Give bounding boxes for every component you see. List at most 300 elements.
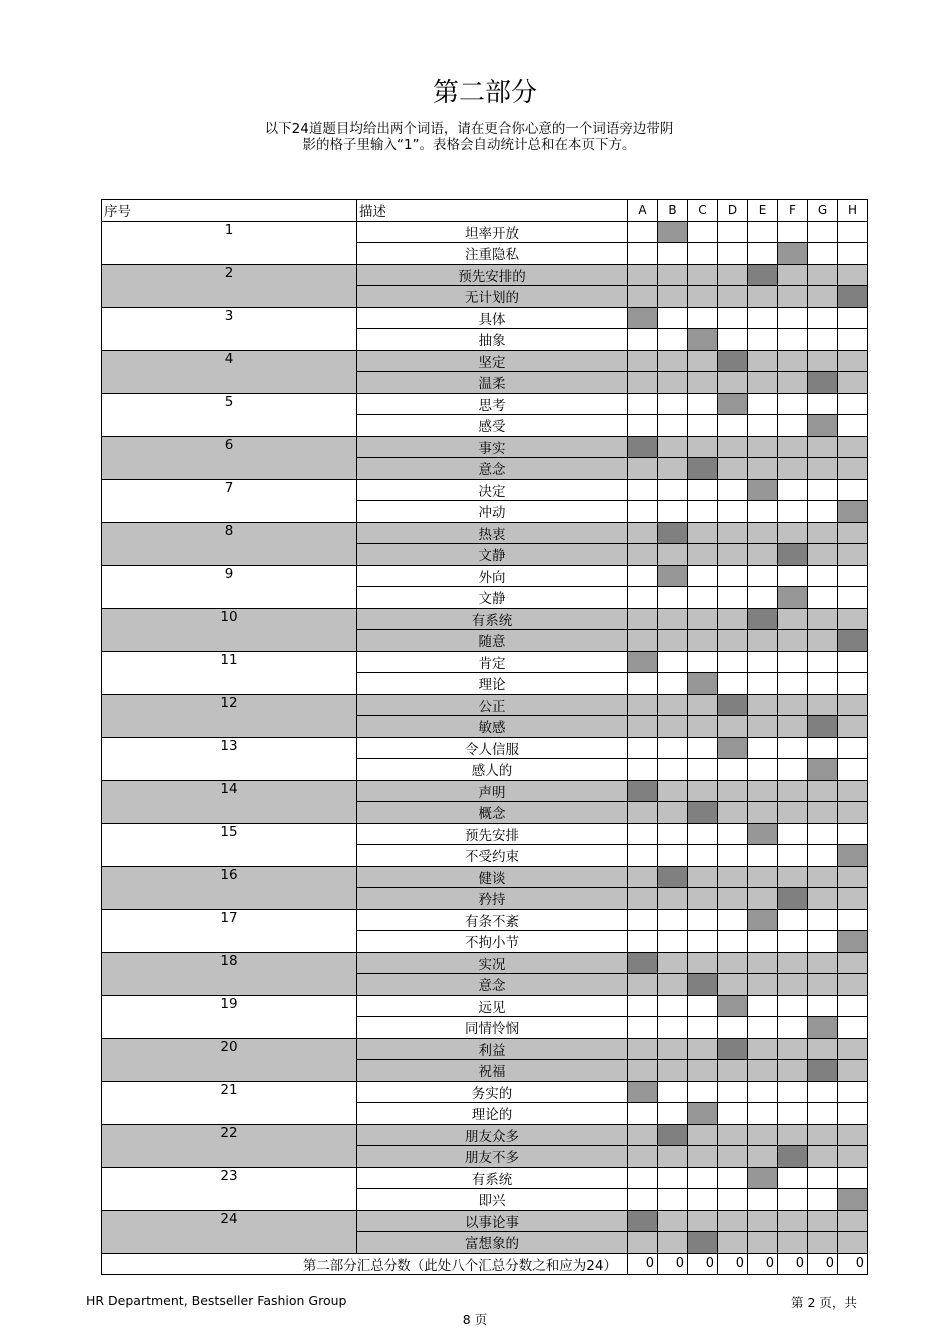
- answer-input-cell[interactable]: [628, 307, 658, 329]
- option-word: 令人信服: [357, 737, 628, 759]
- option-word: 敏感: [357, 716, 628, 738]
- answer-cell: [718, 1189, 748, 1211]
- answer-input-cell[interactable]: [628, 436, 658, 458]
- answer-cell: [688, 995, 718, 1017]
- table-row: [102, 565, 868, 587]
- answer-cell: [718, 243, 748, 265]
- answer-input-cell[interactable]: [718, 737, 748, 759]
- answer-cell: [748, 1189, 778, 1211]
- answer-cell: [808, 888, 838, 910]
- answer-input-cell[interactable]: [748, 264, 778, 286]
- answer-cell: [808, 630, 838, 652]
- option-word: 文静: [357, 587, 628, 609]
- answer-cell: [628, 1103, 658, 1125]
- answer-input-cell[interactable]: [778, 587, 808, 609]
- answer-cell: [838, 479, 868, 501]
- header-letter-d: D: [718, 200, 748, 222]
- question-number: 16: [102, 866, 357, 909]
- question-number: 24: [102, 1210, 357, 1253]
- answer-cell: [748, 286, 778, 308]
- answer-cell: [658, 1146, 688, 1168]
- option-word: 朋友众多: [357, 1124, 628, 1146]
- answer-input-cell[interactable]: [688, 1232, 718, 1254]
- answer-cell: [838, 415, 868, 437]
- answer-cell: [658, 1060, 688, 1082]
- answer-cell: [778, 694, 808, 716]
- answer-input-cell[interactable]: [658, 221, 688, 243]
- answer-cell: [808, 995, 838, 1017]
- answer-cell: [688, 630, 718, 652]
- answer-cell: [778, 221, 808, 243]
- question-number: 7: [102, 479, 357, 522]
- answer-cell: [808, 866, 838, 888]
- answer-cell: [688, 1124, 718, 1146]
- answer-input-cell[interactable]: [838, 931, 868, 953]
- footer-department: HR Department, Bestseller Fashion Group: [86, 1293, 347, 1308]
- answer-cell: [688, 608, 718, 630]
- answer-cell: [838, 1060, 868, 1082]
- answer-cell: [778, 931, 808, 953]
- answer-input-cell[interactable]: [748, 608, 778, 630]
- answer-cell: [658, 350, 688, 372]
- answer-cell: [748, 931, 778, 953]
- answer-input-cell[interactable]: [658, 1124, 688, 1146]
- answer-cell: [748, 436, 778, 458]
- answer-cell: [718, 823, 748, 845]
- answer-cell: [658, 1189, 688, 1211]
- answer-cell: [778, 1210, 808, 1232]
- answer-cell: [688, 479, 718, 501]
- answer-input-cell[interactable]: [688, 673, 718, 695]
- answer-cell: [658, 1081, 688, 1103]
- answer-cell: [688, 286, 718, 308]
- answer-cell: [688, 1060, 718, 1082]
- table-row: [102, 694, 868, 716]
- answer-cell: [808, 522, 838, 544]
- answer-cell: [838, 372, 868, 394]
- option-word: 随意: [357, 630, 628, 652]
- table-row: [102, 866, 868, 888]
- answer-cell: [718, 845, 748, 867]
- answer-cell: [658, 307, 688, 329]
- answer-cell: [838, 565, 868, 587]
- option-word: 具体: [357, 307, 628, 329]
- answer-cell: [748, 243, 778, 265]
- option-word: 朋友不多: [357, 1146, 628, 1168]
- answer-cell: [748, 1103, 778, 1125]
- answer-input-cell[interactable]: [628, 780, 658, 802]
- option-word: 感受: [357, 415, 628, 437]
- answer-input-cell[interactable]: [628, 952, 658, 974]
- answer-input-cell[interactable]: [808, 372, 838, 394]
- answer-cell: [658, 1167, 688, 1189]
- table-row: [102, 737, 868, 759]
- answer-cell: [838, 1081, 868, 1103]
- option-word: 意念: [357, 458, 628, 480]
- answer-cell: [808, 1124, 838, 1146]
- answer-cell: [688, 888, 718, 910]
- answer-input-cell[interactable]: [628, 651, 658, 673]
- answer-cell: [808, 436, 838, 458]
- answer-cell: [688, 243, 718, 265]
- answer-cell: [778, 479, 808, 501]
- option-word: 意念: [357, 974, 628, 996]
- option-word: 声明: [357, 780, 628, 802]
- answer-cell: [628, 866, 658, 888]
- answer-cell: [778, 522, 808, 544]
- table-row: [102, 436, 868, 458]
- answer-cell: [778, 286, 808, 308]
- answer-cell: [688, 651, 718, 673]
- question-number: 18: [102, 952, 357, 995]
- answer-cell: [658, 479, 688, 501]
- answer-cell: [838, 1232, 868, 1254]
- table-row: [102, 608, 868, 630]
- answer-cell: [778, 759, 808, 781]
- answer-cell: [658, 974, 688, 996]
- table-row: [102, 1038, 868, 1060]
- answer-cell: [748, 952, 778, 974]
- answer-cell: [658, 436, 688, 458]
- answer-cell: [748, 372, 778, 394]
- answer-cell: [628, 1017, 658, 1039]
- answer-cell: [628, 264, 658, 286]
- answer-cell: [748, 995, 778, 1017]
- option-word: 预先安排: [357, 823, 628, 845]
- answer-input-cell[interactable]: [838, 1189, 868, 1211]
- answer-cell: [808, 974, 838, 996]
- option-word: 预先安排的: [357, 264, 628, 286]
- answer-cell: [628, 823, 658, 845]
- answer-cell: [718, 1017, 748, 1039]
- answer-cell: [808, 780, 838, 802]
- answer-input-cell[interactable]: [628, 1210, 658, 1232]
- answer-cell: [658, 264, 688, 286]
- answer-cell: [808, 565, 838, 587]
- question-number: 6: [102, 436, 357, 479]
- answer-input-cell[interactable]: [838, 501, 868, 523]
- answer-cell: [778, 264, 808, 286]
- answer-cell: [718, 651, 748, 673]
- answer-cell: [838, 243, 868, 265]
- answer-input-cell[interactable]: [748, 909, 778, 931]
- answer-cell: [748, 630, 778, 652]
- answer-cell: [748, 673, 778, 695]
- answer-cell: [748, 974, 778, 996]
- answer-input-cell[interactable]: [688, 1103, 718, 1125]
- answer-cell: [718, 780, 748, 802]
- answer-cell: [718, 221, 748, 243]
- answer-cell: [718, 544, 748, 566]
- option-word: 文静: [357, 544, 628, 566]
- answer-cell: [718, 329, 748, 351]
- answer-cell: [838, 759, 868, 781]
- answer-cell: [778, 845, 808, 867]
- answer-cell: [688, 1017, 718, 1039]
- answer-input-cell[interactable]: [718, 995, 748, 1017]
- answer-cell: [658, 1038, 688, 1060]
- answer-cell: [688, 501, 718, 523]
- answer-cell: [718, 458, 748, 480]
- answer-cell: [778, 436, 808, 458]
- answer-cell: [778, 1232, 808, 1254]
- answer-cell: [688, 716, 718, 738]
- answer-cell: [778, 952, 808, 974]
- header-letter-b: B: [658, 200, 688, 222]
- answer-cell: [838, 952, 868, 974]
- answer-cell: [688, 1167, 718, 1189]
- answer-cell: [838, 1038, 868, 1060]
- answer-cell: [808, 286, 838, 308]
- answer-input-cell[interactable]: [658, 866, 688, 888]
- answer-cell: [658, 716, 688, 738]
- answer-cell: [688, 221, 718, 243]
- answer-cell: [838, 1103, 868, 1125]
- answer-cell: [628, 350, 658, 372]
- question-number: 17: [102, 909, 357, 952]
- answer-cell: [718, 630, 748, 652]
- answer-cell: [838, 264, 868, 286]
- answer-cell: [628, 1167, 658, 1189]
- answer-input-cell[interactable]: [688, 802, 718, 824]
- answer-input-cell[interactable]: [778, 1146, 808, 1168]
- answer-cell: [748, 221, 778, 243]
- answer-cell: [628, 909, 658, 931]
- question-number: 21: [102, 1081, 357, 1124]
- answer-cell: [658, 780, 688, 802]
- answer-input-cell[interactable]: [718, 350, 748, 372]
- answer-input-cell[interactable]: [658, 522, 688, 544]
- answer-input-cell[interactable]: [838, 630, 868, 652]
- option-word: 坦率开放: [357, 221, 628, 243]
- answer-input-cell[interactable]: [718, 1038, 748, 1060]
- answer-input-cell[interactable]: [778, 888, 808, 910]
- answer-cell: [718, 1210, 748, 1232]
- answer-cell: [808, 243, 838, 265]
- answer-cell: [688, 393, 718, 415]
- answer-cell: [628, 1038, 658, 1060]
- answer-cell: [748, 802, 778, 824]
- summary-value-f: 0: [778, 1253, 808, 1275]
- answer-cell: [808, 307, 838, 329]
- header-letter-h: H: [838, 200, 868, 222]
- table-row: [102, 651, 868, 673]
- answer-input-cell[interactable]: [838, 845, 868, 867]
- answer-cell: [658, 1017, 688, 1039]
- answer-cell: [838, 522, 868, 544]
- answer-input-cell[interactable]: [808, 1017, 838, 1039]
- answer-input-cell[interactable]: [778, 243, 808, 265]
- question-number: 22: [102, 1124, 357, 1167]
- table-row: [102, 307, 868, 329]
- answer-cell: [688, 1146, 718, 1168]
- option-word: 同情怜悯: [357, 1017, 628, 1039]
- answer-cell: [748, 1038, 778, 1060]
- answer-cell: [628, 522, 658, 544]
- answer-cell: [838, 587, 868, 609]
- answer-cell: [628, 1124, 658, 1146]
- answer-cell: [718, 974, 748, 996]
- answer-cell: [718, 372, 748, 394]
- answer-cell: [778, 1081, 808, 1103]
- answer-input-cell[interactable]: [838, 286, 868, 308]
- option-word: 祝福: [357, 1060, 628, 1082]
- instructions-line-1: 以下24道题目均给出两个词语，请在更合你心意的一个词语旁边带阴: [264, 121, 674, 137]
- option-word: 矜持: [357, 888, 628, 910]
- header-desc: 描述: [357, 200, 628, 222]
- answer-cell: [778, 802, 808, 824]
- option-word: 即兴: [357, 1189, 628, 1211]
- header-no: 序号: [102, 200, 357, 222]
- answer-input-cell[interactable]: [748, 479, 778, 501]
- table-row: [102, 350, 868, 372]
- answer-cell: [808, 264, 838, 286]
- option-word: 公正: [357, 694, 628, 716]
- answer-cell: [628, 845, 658, 867]
- answer-cell: [778, 1060, 808, 1082]
- answer-cell: [658, 1103, 688, 1125]
- answer-cell: [688, 1081, 718, 1103]
- answer-cell: [718, 307, 748, 329]
- answer-cell: [748, 1124, 778, 1146]
- answer-cell: [688, 759, 718, 781]
- answer-cell: [748, 759, 778, 781]
- answer-input-cell[interactable]: [748, 823, 778, 845]
- answer-cell: [808, 1167, 838, 1189]
- answer-cell: [658, 694, 688, 716]
- answer-cell: [778, 737, 808, 759]
- answer-cell: [628, 694, 658, 716]
- footer-page-label: 第 2 页，共: [791, 1295, 857, 1310]
- answer-input-cell[interactable]: [808, 1060, 838, 1082]
- page-title: 第二部分: [432, 78, 537, 108]
- answer-cell: [658, 888, 688, 910]
- table-row: [102, 1081, 868, 1103]
- answer-input-cell[interactable]: [808, 415, 838, 437]
- question-number: 5: [102, 393, 357, 436]
- instructions: [0, 121, 938, 153]
- answer-input-cell[interactable]: [688, 458, 718, 480]
- answer-cell: [778, 458, 808, 480]
- instructions-line-2: 影的格子里输入“1”。表格会自动统计总和在本页下方。: [302, 137, 636, 153]
- answer-cell: [718, 501, 748, 523]
- answer-cell: [718, 952, 748, 974]
- answer-cell: [718, 1103, 748, 1125]
- option-word: 务实的: [357, 1081, 628, 1103]
- answer-cell: [808, 479, 838, 501]
- table-row: [102, 479, 868, 501]
- header-letter-e: E: [748, 200, 778, 222]
- answer-cell: [838, 909, 868, 931]
- answer-cell: [688, 264, 718, 286]
- answer-cell: [778, 1038, 808, 1060]
- answer-input-cell[interactable]: [808, 716, 838, 738]
- option-word: 不拘小节: [357, 931, 628, 953]
- answer-input-cell[interactable]: [778, 544, 808, 566]
- answer-cell: [718, 587, 748, 609]
- answer-cell: [718, 1060, 748, 1082]
- answer-cell: [808, 1103, 838, 1125]
- header-letter-f: F: [778, 200, 808, 222]
- answer-cell: [808, 608, 838, 630]
- answer-cell: [748, 737, 778, 759]
- table-row: [102, 952, 868, 974]
- answer-cell: [718, 866, 748, 888]
- answer-cell: [778, 307, 808, 329]
- answer-cell: [778, 415, 808, 437]
- answer-cell: [688, 522, 718, 544]
- option-word: 决定: [357, 479, 628, 501]
- answer-cell: [748, 458, 778, 480]
- answer-cell: [718, 1232, 748, 1254]
- answer-cell: [718, 1146, 748, 1168]
- answer-cell: [688, 823, 718, 845]
- answer-cell: [838, 307, 868, 329]
- answer-cell: [778, 1167, 808, 1189]
- questions-body: [102, 221, 868, 1253]
- answer-input-cell[interactable]: [748, 1167, 778, 1189]
- answer-cell: [748, 329, 778, 351]
- answer-cell: [808, 651, 838, 673]
- answer-cell: [718, 759, 748, 781]
- answer-cell: [718, 888, 748, 910]
- answer-cell: [748, 501, 778, 523]
- answer-cell: [628, 565, 658, 587]
- option-word: 冲动: [357, 501, 628, 523]
- answer-input-cell[interactable]: [688, 974, 718, 996]
- answer-cell: [778, 780, 808, 802]
- answer-cell: [808, 1146, 838, 1168]
- answer-cell: [808, 393, 838, 415]
- answer-input-cell[interactable]: [718, 694, 748, 716]
- answer-cell: [748, 587, 778, 609]
- table-row: [102, 1210, 868, 1232]
- answer-cell: [628, 931, 658, 953]
- answer-cell: [628, 1146, 658, 1168]
- answer-cell: [748, 544, 778, 566]
- answer-cell: [658, 673, 688, 695]
- answer-input-cell[interactable]: [718, 393, 748, 415]
- option-word: 坚定: [357, 350, 628, 372]
- answer-input-cell[interactable]: [688, 329, 718, 351]
- answer-cell: [808, 737, 838, 759]
- answer-cell: [688, 436, 718, 458]
- answer-cell: [718, 415, 748, 437]
- answer-cell: [658, 501, 688, 523]
- answer-cell: [838, 350, 868, 372]
- answer-cell: [688, 737, 718, 759]
- answer-input-cell[interactable]: [628, 1081, 658, 1103]
- answer-cell: [658, 458, 688, 480]
- answer-cell: [808, 673, 838, 695]
- answer-cell: [718, 565, 748, 587]
- answer-input-cell[interactable]: [808, 759, 838, 781]
- summary-row: [102, 1253, 868, 1275]
- answer-cell: [658, 630, 688, 652]
- answer-cell: [748, 307, 778, 329]
- answer-cell: [628, 974, 658, 996]
- answer-cell: [748, 1210, 778, 1232]
- answer-cell: [688, 415, 718, 437]
- answer-cell: [718, 264, 748, 286]
- answer-cell: [808, 221, 838, 243]
- answer-input-cell[interactable]: [658, 565, 688, 587]
- answer-cell: [748, 393, 778, 415]
- answer-cell: [748, 888, 778, 910]
- table-row: [102, 780, 868, 802]
- answer-cell: [718, 909, 748, 931]
- answer-cell: [838, 1167, 868, 1189]
